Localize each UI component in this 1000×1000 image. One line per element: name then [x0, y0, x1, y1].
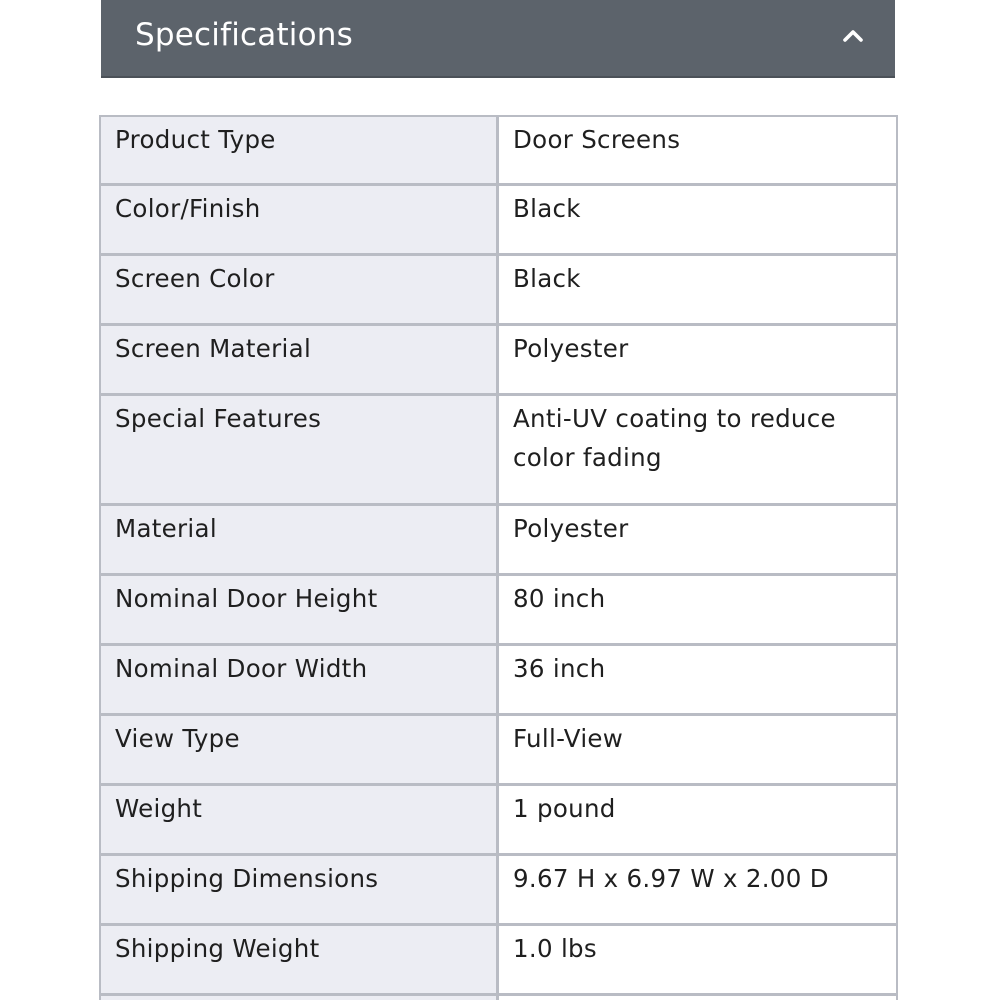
- chevron-up-icon[interactable]: [839, 21, 867, 49]
- table-row: [99, 185, 898, 255]
- spec-value-cell: [498, 505, 898, 575]
- spec-value: Door Screens: [513, 125, 681, 154]
- table-row: [99, 115, 898, 185]
- spec-value: 80 inch: [513, 584, 606, 613]
- spec-value-cell: [498, 185, 898, 255]
- spec-label: Product Type: [115, 125, 276, 154]
- table-row: [99, 785, 898, 855]
- spec-label: Color/Finish: [115, 194, 261, 223]
- spec-value: 9.67 H x 6.97 W x 2.00 D: [513, 864, 829, 893]
- specifications-accordion-header[interactable]: [101, 0, 895, 78]
- spec-label: Nominal Door Width: [115, 654, 368, 683]
- spec-label-cell: [99, 255, 498, 325]
- spec-label-cell: [99, 115, 498, 185]
- spec-value-cell: [498, 325, 898, 395]
- spec-label: Special Features: [115, 404, 322, 433]
- spec-value: Black: [513, 264, 581, 293]
- spec-value: 1.0 lbs: [513, 934, 597, 963]
- spec-value-cell: [498, 395, 898, 505]
- spec-value: 36 inch: [513, 654, 606, 683]
- table-row: [99, 575, 898, 645]
- spec-label-cell: [99, 995, 498, 1000]
- section-title: Specifications: [135, 17, 353, 53]
- spec-value-cell: [498, 575, 898, 645]
- spec-label-cell: [99, 395, 498, 505]
- table-row: [99, 715, 898, 785]
- table-row: [99, 645, 898, 715]
- spec-value: Full-View: [513, 724, 624, 753]
- spec-label-cell: [99, 325, 498, 395]
- spec-label: Screen Color: [115, 264, 275, 293]
- spec-value: 1 pound: [513, 794, 616, 823]
- table-row: [99, 505, 898, 575]
- spec-label: Screen Material: [115, 334, 312, 363]
- spec-label-cell: [99, 505, 498, 575]
- table-row: [99, 325, 898, 395]
- table-row: [99, 995, 898, 1000]
- spec-value-cell: [498, 995, 898, 1000]
- spec-label-cell: [99, 715, 498, 785]
- spec-value-cell: [498, 925, 898, 995]
- spec-label-cell: [99, 185, 498, 255]
- spec-value: Anti-UV coating to reduce color fading: [513, 404, 836, 472]
- spec-label-cell: [99, 645, 498, 715]
- spec-value: Polyester: [513, 514, 629, 543]
- spec-value-cell: [498, 645, 898, 715]
- spec-value-cell: [498, 715, 898, 785]
- spec-label-cell: [99, 925, 498, 995]
- table-row: [99, 255, 898, 325]
- spec-value-cell: [498, 115, 898, 185]
- spec-value-cell: [498, 255, 898, 325]
- spec-value-cell: [498, 785, 898, 855]
- table-row: [99, 925, 898, 995]
- spec-label: View Type: [115, 724, 240, 753]
- spec-label: Nominal Door Height: [115, 584, 378, 613]
- spec-label: Shipping Weight: [115, 934, 320, 963]
- spec-label: Material: [115, 514, 217, 543]
- spec-label: Shipping Dimensions: [115, 864, 379, 893]
- table-row: [99, 855, 898, 925]
- spec-label-cell: [99, 785, 498, 855]
- specifications-table: [99, 115, 898, 1000]
- spec-value: Polyester: [513, 334, 629, 363]
- spec-label-cell: [99, 575, 498, 645]
- spec-value-cell: [498, 855, 898, 925]
- spec-value: Black: [513, 194, 581, 223]
- spec-label: Weight: [115, 794, 203, 823]
- table-row: [99, 395, 898, 505]
- spec-label-cell: [99, 855, 498, 925]
